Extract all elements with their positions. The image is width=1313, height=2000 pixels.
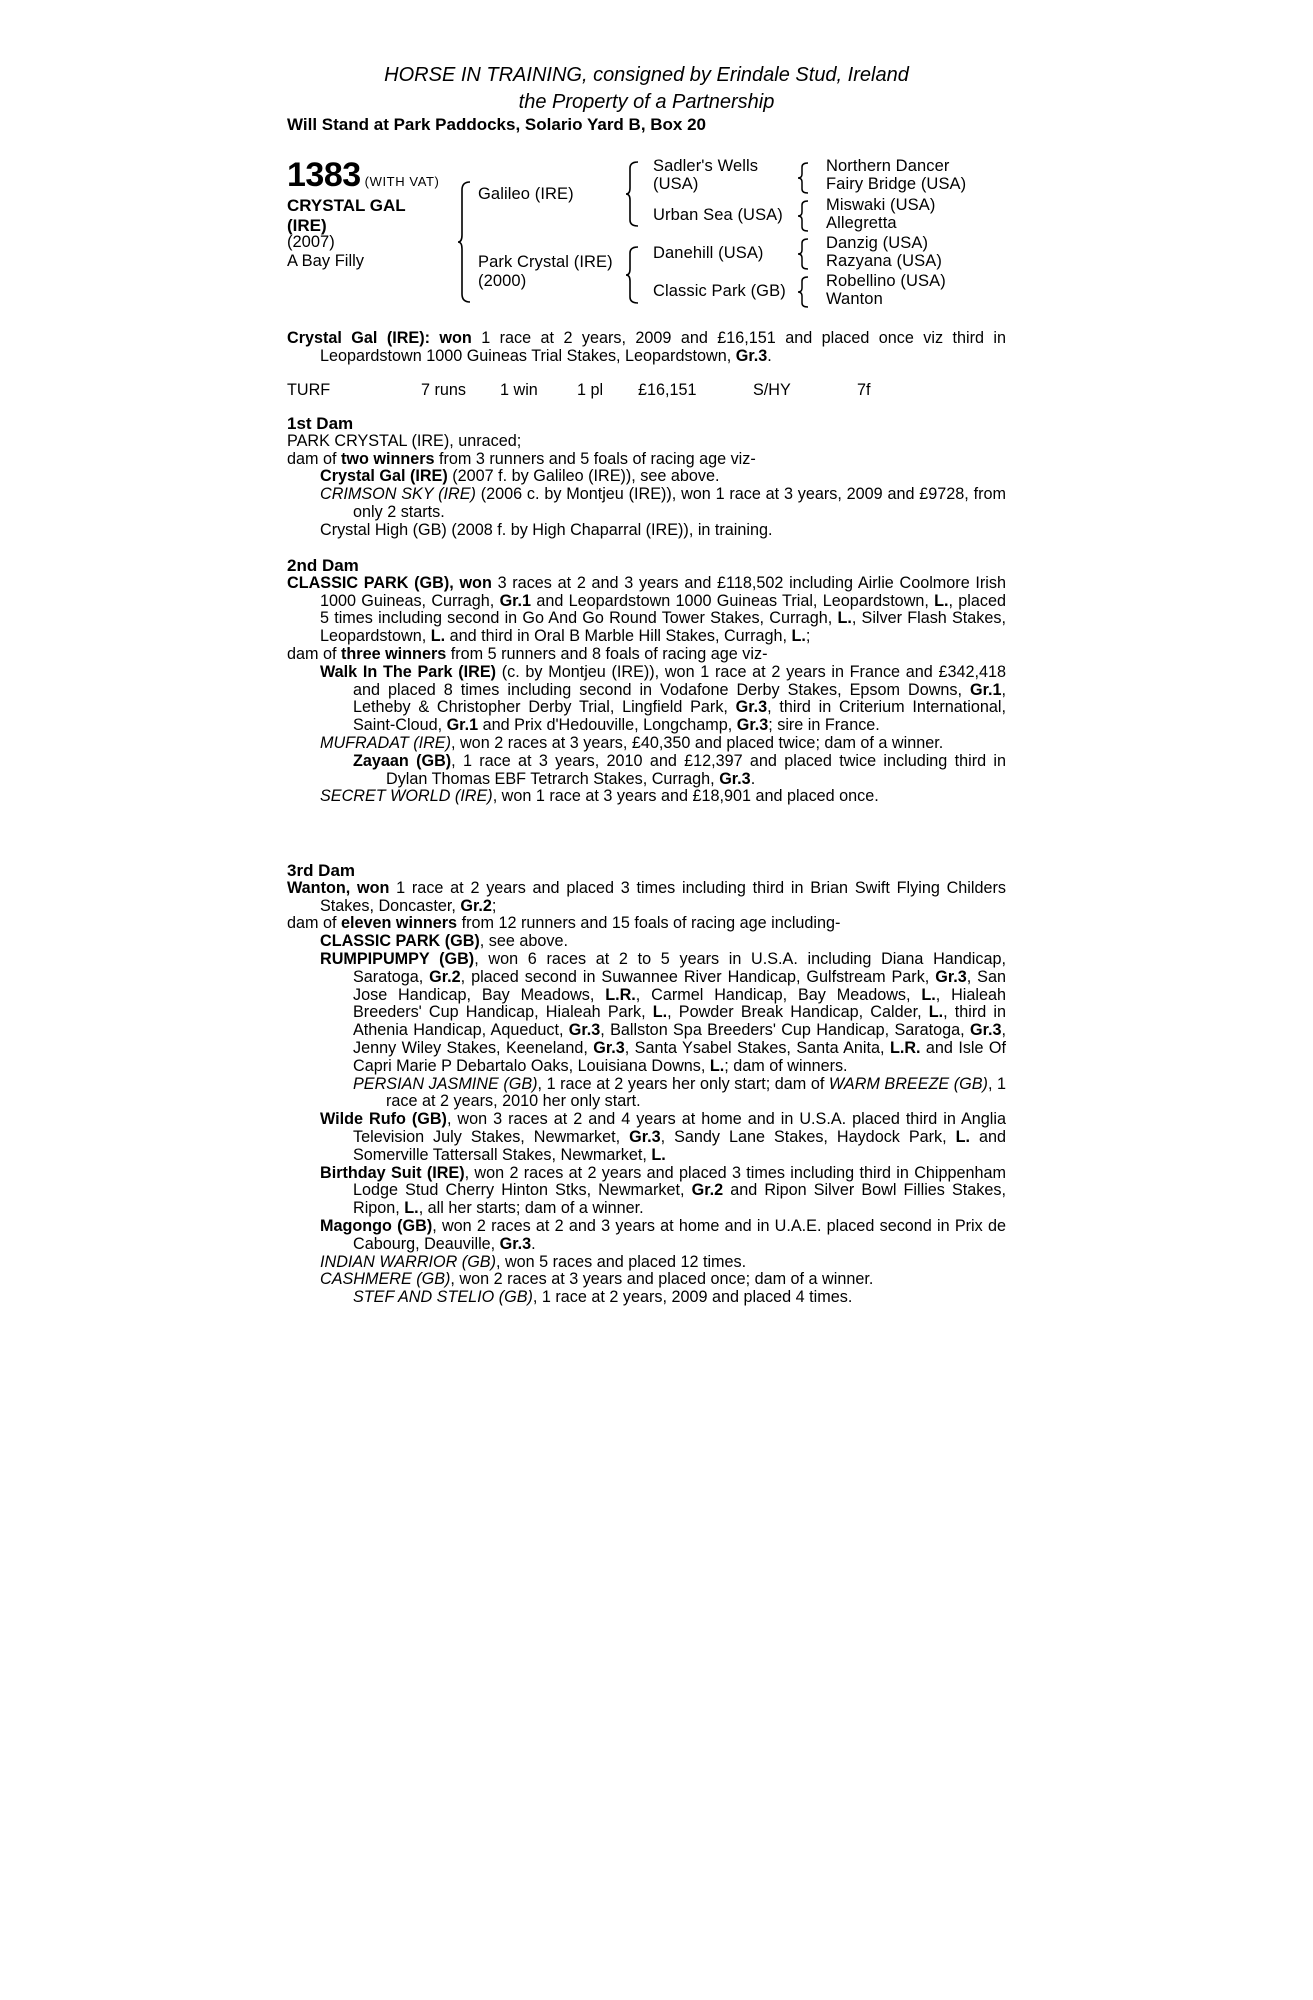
pedigree-sss: Northern Dancer <box>826 157 950 175</box>
pedigree-ss-line2: (USA) <box>653 175 699 193</box>
summary-won: won <box>439 329 472 347</box>
pedigree-sdd: Allegretta <box>826 214 897 232</box>
pedigree-dam-line2: (2000) <box>478 272 527 290</box>
pedigree-ss-line1: Sadler's Wells <box>653 157 759 175</box>
record-distance: 7f <box>857 381 871 399</box>
horse-name-line1: CRYSTAL GAL <box>287 196 406 215</box>
horse-summary <box>287 330 1006 366</box>
summary-text: 1 race at 2 years, 2009 and £16,151 and placed once viz third in Leopardstown 1000 Guineas Trial Stakes, Leopardstown, <box>320 329 1006 365</box>
second-dam-race-record: CLASSIC PARK (GB), won 3 races at 2 and 3 years and £118,502 including Airlie Coolmore Irish 1000 Guineas, Curragh, Gr.1 and Leopardstown 1000 Guineas Trial, Leopardstown, L., placed 5 times including second in Go And Go Round Tower Stakes, Curragh, L., Silver Flash Stakes, Leopardstown, L. and third in Oral B Marble Hill Stakes, Curragh, L.; <box>287 573 1006 646</box>
pedigree-dam-dam: Classic Park (GB) <box>653 282 786 300</box>
third-dam-race-record: Wanton, won 1 race at 2 years and placed 3 times including third in Brian Swift Flying Childers Stakes, Doncaster, Gr.2; <box>287 878 1006 915</box>
first-dam-section <box>287 415 1006 540</box>
record-prize: £16,151 <box>638 381 697 399</box>
record-surface: TURF <box>287 381 331 399</box>
pedigree-dsd: Razyana (USA) <box>826 252 942 270</box>
summary-end: . <box>767 346 772 365</box>
second-dam-grandprogeny-zayaan: Zayaan (GB), 1 race at 3 years, 2010 and £12,397 and placed twice including third in Dylan Thomas EBF Tetrarch Stakes, Curragh, Gr.3. <box>353 751 1006 788</box>
record-runs: 7 runs <box>421 381 466 399</box>
pedigree-sire-sire <box>653 157 758 193</box>
lot-heading <box>287 156 439 195</box>
pedigree-dss: Danzig (USA) <box>826 234 929 252</box>
pedigree-dam-sire: Danehill (USA) <box>653 244 764 262</box>
third-dam-progeny-rumpipumpy: RUMPIPUMPY (GB), won 6 races at 2 to 5 years in U.S.A. including Diana Handicap, Saratoga, Gr.2, placed second in Suwannee River Handicap, Gulfstream Park, Gr.3, San Jose Handicap, Bay Meadows, L.R., Carmel Handicap, Bay Meadows, L., Hialeah Breeders' Cup Handicap, Hialeah Park, L., Powder Break Handicap, Calder, L., third in Athenia Handicap, Aqueduct, Gr.3, Ballston Spa Breeders' Cup Handicap, Saratoga, Gr.3, Jenny Wiley Stakes, Keeneland, Gr.3, Santa Ysabel Stakes, Santa Anita, L.R. and Isle Of Capri Marie P Debartalo Oaks, Louisiana Downs, L.; dam of winners. <box>320 949 1007 1075</box>
first-dam-progeny-2: CRIMSON SKY (IRE) (2006 c. by Montjeu (IRE)), won 1 race at 3 years, 2009 and £9728, from only 2 starts. <box>320 485 1006 521</box>
summary-paragraph: Crystal Gal (IRE): won 1 race at 2 years, 2009 and £16,151 and placed once viz third in Leopardstown 1000 Guineas Trial Stakes, Leopardstown, Gr.3. <box>287 329 1006 365</box>
pedigree-brace-sire <box>626 160 640 228</box>
property-line: the Property of a Partnership <box>518 91 775 113</box>
pedigree-ddd: Wanton <box>826 290 883 308</box>
pedigree-brace-dam <box>626 245 640 305</box>
second-dam-produce-line: dam of three winners from 5 runners and 8 foals of racing age viz- <box>287 644 768 663</box>
first-dam-line1: PARK CRYSTAL (IRE), unraced; <box>287 431 522 450</box>
pedigree-dam <box>478 253 613 291</box>
first-dam-progeny-1: Crystal Gal (IRE) (2007 f. by Galileo (IRE)), see above. <box>320 467 720 486</box>
third-dam-produce-line: dam of eleven winners from 12 runners and 15 foals of racing age including- <box>287 914 841 933</box>
third-dam-progeny-magongo: Magongo (GB), won 2 races at 2 and 3 years at home and in U.A.E. placed second in Prix de Cabourg, Deauville, Gr.3. <box>320 1216 1006 1253</box>
first-dam-line2: dam of two winners from 3 runners and 5 foals of racing age viz- <box>287 449 756 468</box>
vat-note: (WITH VAT) <box>364 174 440 189</box>
third-dam-progeny-wilde-rufo: Wilde Rufo (GB), won 3 races at 2 and 4 years at home and in U.S.A. placed third in Anglia Television July Stakes, Newmarket, Gr.3, Sandy Lane Stakes, Haydock Park, L. and Somerville Tattersall Stakes, Newmarket, L. <box>320 1110 1006 1164</box>
pedigree-sire-dam: Urban Sea (USA) <box>653 206 783 224</box>
pedigree-ssd: Fairy Bridge (USA) <box>826 175 967 193</box>
pedigree-sds: Miswaki (USA) <box>826 196 936 214</box>
pedigree-brace-sd <box>798 199 810 233</box>
third-dam-progeny-cashmere: CASHMERE (GB), won 2 races at 3 years and placed once; dam of a winner. <box>320 1270 874 1289</box>
lot-number: 1383 <box>287 156 361 194</box>
horse-meta <box>287 233 364 271</box>
consignor-line: HORSE IN TRAINING, consigned by Erindale Stud, Ireland <box>384 64 909 86</box>
pedigree-brace-ds <box>798 237 810 271</box>
first-dam-progeny-3: Crystal High (GB) (2008 f. by High Chaparral (IRE)), in training. <box>320 520 773 539</box>
first-dam-heading: 1st Dam <box>287 414 354 433</box>
third-dam-grandprogeny-persian-jasmine: PERSIAN JASMINE (GB), 1 race at 2 years her only start; dam of WARM BREEZE (GB), 1 race at 2 years, 2010 her only start. <box>353 1074 1007 1111</box>
third-dam-progeny-classic-park: CLASSIC PARK (GB), see above. <box>320 932 568 951</box>
horse-description: A Bay Filly <box>287 252 365 270</box>
pedigree-dds: Robellino (USA) <box>826 272 946 290</box>
second-dam-heading: 2nd Dam <box>287 556 359 575</box>
second-dam-progeny-secret-world: SECRET WORLD (IRE), won 1 race at 3 years and £18,901 and placed once. <box>320 787 879 806</box>
record-wins: 1 win <box>500 381 538 399</box>
third-dam-section <box>287 862 1006 1307</box>
third-dam-progeny-indian-warrior: INDIAN WARRIOR (GB), won 5 races and placed 12 times. <box>320 1252 747 1271</box>
pedigree-brace-ss <box>798 161 810 195</box>
pedigree-dam-line1: Park Crystal (IRE) <box>478 253 613 271</box>
stand-location: Will Stand at Park Paddocks, Solario Yard B, Box 20 <box>287 115 707 134</box>
second-dam-section <box>287 557 1006 806</box>
pedigree-sire: Galileo (IRE) <box>478 185 574 203</box>
horse-name-line2: (IRE) <box>287 216 327 235</box>
second-dam-progeny-walk-in-the-park: Walk In The Park (IRE) (c. by Montjeu (IRE)), won 1 race at 2 years in France and £342,418 and placed 8 times including second in Vodafone Derby Stakes, Epsom Downs, Gr.1, Letheby & Christopher Derby Trial, Lingfield Park, Gr.3, third in Criterium International, Saint-Cloud, Gr.1 and Prix d'Hedouville, Longchamp, Gr.3; sire in France. <box>320 662 1006 735</box>
second-dam-progeny-mufradat: MUFRADAT (IRE), won 2 races at 3 years, £40,350 and placed twice; dam of a winner. <box>320 733 944 752</box>
foaling-year: (2007) <box>287 233 335 251</box>
record-placed: 1 pl <box>577 381 604 399</box>
summary-name: Crystal Gal (IRE) <box>287 329 425 347</box>
third-dam-grandprogeny-stef-and-stelio: STEF AND STELIO (GB), 1 race at 2 years, 2009 and placed 4 times. <box>353 1288 853 1307</box>
third-dam-progeny-birthday-suit: Birthday Suit (IRE), won 2 races at 2 years and placed 3 times including third in Chippenham Lodge Stud Cherry Hinton Stks, Newmarket, Gr.2 and Ripon Silver Bowl Fillies Stakes, Ripon, L., all her starts; dam of a winner. <box>320 1163 1006 1218</box>
record-going: S/HY <box>753 381 791 399</box>
horse-name <box>287 196 406 236</box>
summary-grade: Gr.3 <box>735 346 768 365</box>
pedigree-brace-gen1 <box>458 180 472 304</box>
pedigree-brace-dd <box>798 275 810 309</box>
third-dam-heading: 3rd Dam <box>287 861 356 880</box>
